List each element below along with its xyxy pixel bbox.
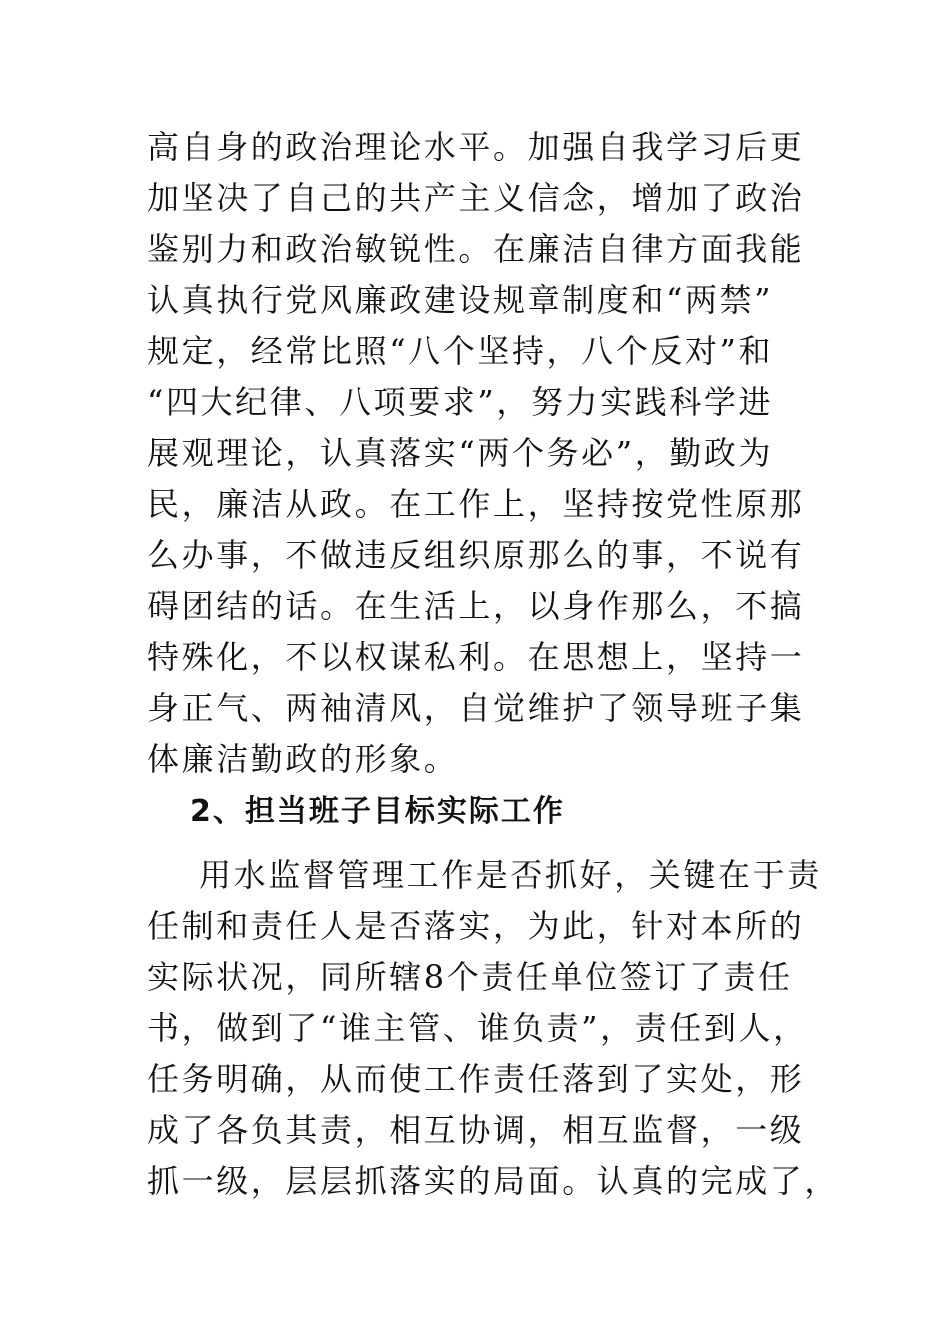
text-line: 任制和责任人是否落实，为此，针对本所的 [147,907,805,945]
text-line: 高自身的政治理论水平。加强自我学习后更 [147,128,805,166]
text-line: 展观理论，认真落实“两个务必”，勤政为 [147,434,774,472]
text-line: 用水监督管理工作是否抓好，关键在于责 [199,856,822,894]
text-line: 认真执行党风廉政建设规章制度和“两禁” [147,281,774,319]
text-line: 规定，经常比照“八个坚持，八个反对”和 [147,332,774,370]
text-line: 特殊化，不以权谋私利。在思想上，坚持一 [147,638,805,676]
paragraph-integrity [147,122,812,785]
text-line: 抓一级，层层抓落实的局面。认真的完成了， [147,1162,840,1200]
text-line: 加坚决了自己的共产主义信念，增加了政治 [147,179,805,217]
text-line: 么办事，不做违反组织原那么的事，不说有 [147,536,805,574]
text-line: 身正气、两袖清风，自觉维护了领导班子集 [147,689,805,727]
text-line: “四大纪律、八项要求”，努力实践科学进 [147,383,774,421]
paragraph-water-supervision [147,850,840,1207]
section-heading: 2、担当班子目标实际工作 [190,794,565,829]
text-line: 体廉洁勤政的形象。 [147,740,459,778]
text-line: 书，做到了“谁主管、谁负责”，责任到人， [147,1009,808,1047]
text-line: 任务明确，从而使工作责任落到了实处，形 [147,1060,805,1098]
text-line: 鉴别力和政治敏锐性。在廉洁自律方面我能 [147,230,805,268]
text-line: 民，廉洁从政。在工作上，坚持按党性原那 [147,485,805,523]
text-line: 碍团结的话。在生活上，以身作那么，不搞 [147,587,805,625]
text-line: 成了各负其责，相互协调，相互监督，一级 [147,1111,805,1149]
text-line: 实际状况，同所辖8个责任单位签订了责任 [147,958,793,996]
